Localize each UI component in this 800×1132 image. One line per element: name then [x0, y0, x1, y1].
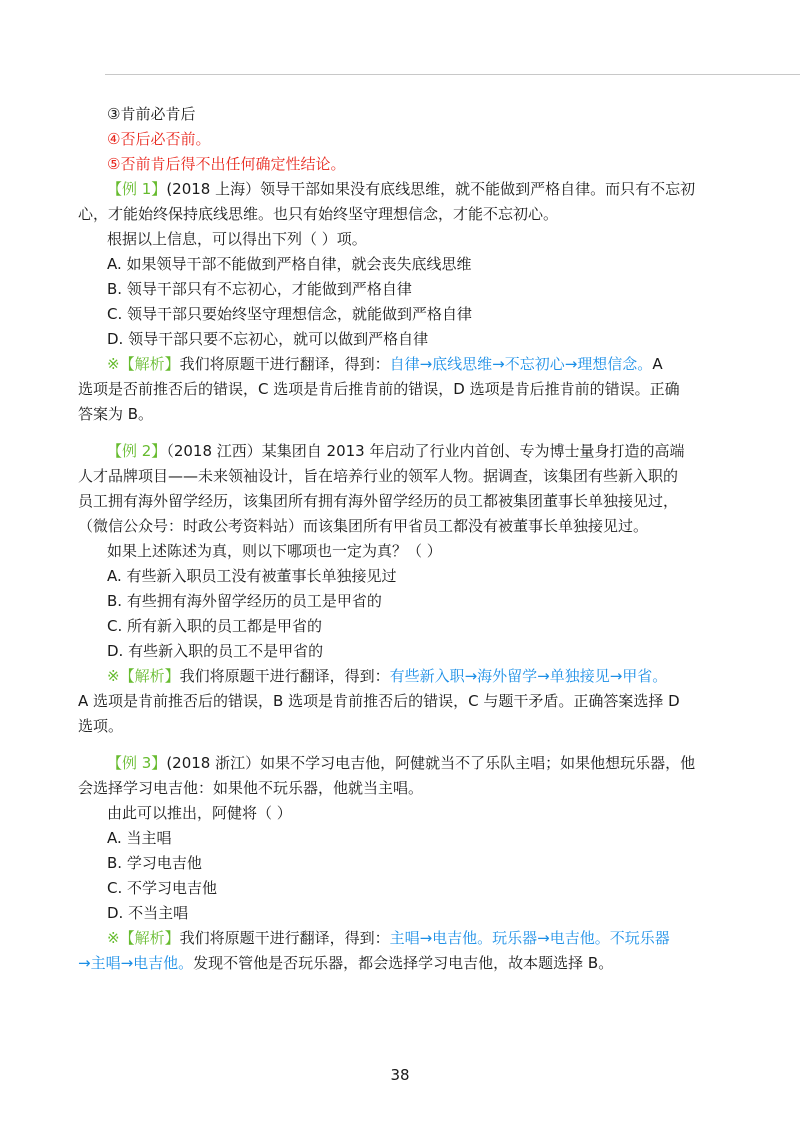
- example3-option-b: B. 学习电吉他: [107, 854, 202, 872]
- document-body: [78, 102, 708, 976]
- example3-stem-line1: (2018 浙江）如果不学习电吉他，阿健就当不了乐队主唱；如果他想玩乐器，他: [166, 754, 696, 772]
- example3-option-a: A. 当主唱: [107, 829, 172, 847]
- example2-stem-line2: 人才品牌项目——未来领袖设计，旨在培养行业的领军人物。据调查，该集团有些新入职的: [78, 467, 679, 485]
- example1-option-b: B. 领导干部只有不忘初心，才能做到严格自律: [107, 280, 412, 298]
- example2-analysis-pre: 我们将原题干进行翻译，得到：: [179, 667, 390, 685]
- example1-option-d: D. 领导干部只要不忘初心，就可以做到严格自律: [107, 330, 429, 348]
- example2-stem-line1: （2018 江西）某集团自 2013 年启动了行业内首创、专为博士量身打造的高端: [166, 442, 685, 460]
- example1-analysis-line2: 选项是否前推否后的错误，C 选项是肯后推肯前的错误，D 选项是肯后推肯前的错误。正确: [78, 380, 680, 398]
- example1-analysis-post: A: [652, 355, 663, 373]
- example2-analysis-chain: 有些新入职→海外留学→单独接见→甲省。: [389, 667, 668, 685]
- example1-analysis-tag: ※【解析】: [107, 355, 180, 373]
- example1-stem: [78, 177, 708, 202]
- example1-option-c: C. 领导干部只要始终坚守理想信念，就能做到严格自律: [107, 305, 473, 323]
- example3-analysis-line2: [78, 951, 708, 976]
- example2-option-c: C. 所有新入职的员工都是甲省的: [107, 617, 323, 635]
- example3-analysis-pre: 我们将原题干进行翻译，得到：: [179, 929, 390, 947]
- example2-stem-line4: （微信公众号：时政公考资料站）而该集团所有甲省员工都没有被董事长单独接见过。: [78, 517, 649, 535]
- example3-question: 由此可以推出，阿健将（ ）: [107, 804, 292, 822]
- example1-analysis-chain: 自律→底线思维→不忘初心→理想信念。: [389, 355, 653, 373]
- example1-analysis: [78, 352, 708, 377]
- example3-analysis-chain-cont: →主唱→电吉他。: [78, 954, 194, 972]
- example3-tag: 【例 3】: [107, 754, 167, 772]
- intro-item-5: ⑤否前肯后得不出任何确定性结论。: [107, 155, 346, 173]
- example2-analysis-line3: 选项。: [78, 717, 124, 735]
- example1-stem-line2: 心，才能始终保持底线思维。也只有始终坚守理想信念，才能不忘初心。: [78, 205, 559, 223]
- example1-tag: 【例 1】: [107, 180, 167, 198]
- example3-analysis-post: 发现不管他是否玩乐器，都会选择学习电吉他，故本题选择 B。: [193, 954, 614, 972]
- example2-stem: [78, 439, 708, 464]
- example2-tag: 【例 2】: [107, 442, 167, 460]
- page-number: 38: [390, 1066, 410, 1084]
- intro-item-4: ④否后必否前。: [107, 130, 211, 148]
- example1-analysis-pre: 我们将原题干进行翻译，得到：: [179, 355, 390, 373]
- example2-stem-line3: 员工拥有海外留学经历，该集团所有拥有海外留学经历的员工都被集团董事长单独接见过，: [78, 492, 679, 510]
- example3-option-c: C. 不学习电吉他: [107, 879, 218, 897]
- example1-analysis-line3: 答案为 B。: [78, 405, 154, 423]
- example2-question: 如果上述陈述为真，则以下哪项也一定为真？（ ）: [107, 542, 442, 560]
- example3-analysis-tag: ※【解析】: [107, 929, 180, 947]
- example3-stem: [78, 751, 708, 776]
- example1-option-a: A. 如果领导干部不能做到严格自律，就会丧失底线思维: [107, 255, 472, 273]
- example3-option-d: D. 不当主唱: [107, 904, 189, 922]
- example3-stem-line2: 会选择学习电吉他：如果他不玩乐器，他就当主唱。: [78, 779, 424, 797]
- example1-question: 根据以上信息，可以得出下列（ ）项。: [107, 230, 367, 248]
- example3-analysis: [78, 926, 708, 951]
- example2-analysis-tag: ※【解析】: [107, 667, 180, 685]
- example2-option-b: B. 有些拥有海外留学经历的员工是甲省的: [107, 592, 382, 610]
- example2-option-d: D. 有些新入职的员工不是甲省的: [107, 642, 324, 660]
- example2-option-a: A. 有些新入职员工没有被董事长单独接见过: [107, 567, 397, 585]
- example1-stem-line1: (2018 上海）领导干部如果没有底线思维，就不能做到严格自律。而只有不忘初: [166, 180, 696, 198]
- example2-analysis: [78, 664, 708, 689]
- header-divider: [105, 74, 800, 75]
- example2-analysis-line2: A 选项是肯前推否后的错误，B 选项是肯前推否后的错误，C 与题干矛盾。正确答案选择 D: [78, 692, 680, 710]
- example3-analysis-chain: 主唱→电吉他。玩乐器→电吉他。不玩乐器: [389, 929, 670, 947]
- intro-item-3: ③肯前必肯后: [107, 105, 196, 123]
